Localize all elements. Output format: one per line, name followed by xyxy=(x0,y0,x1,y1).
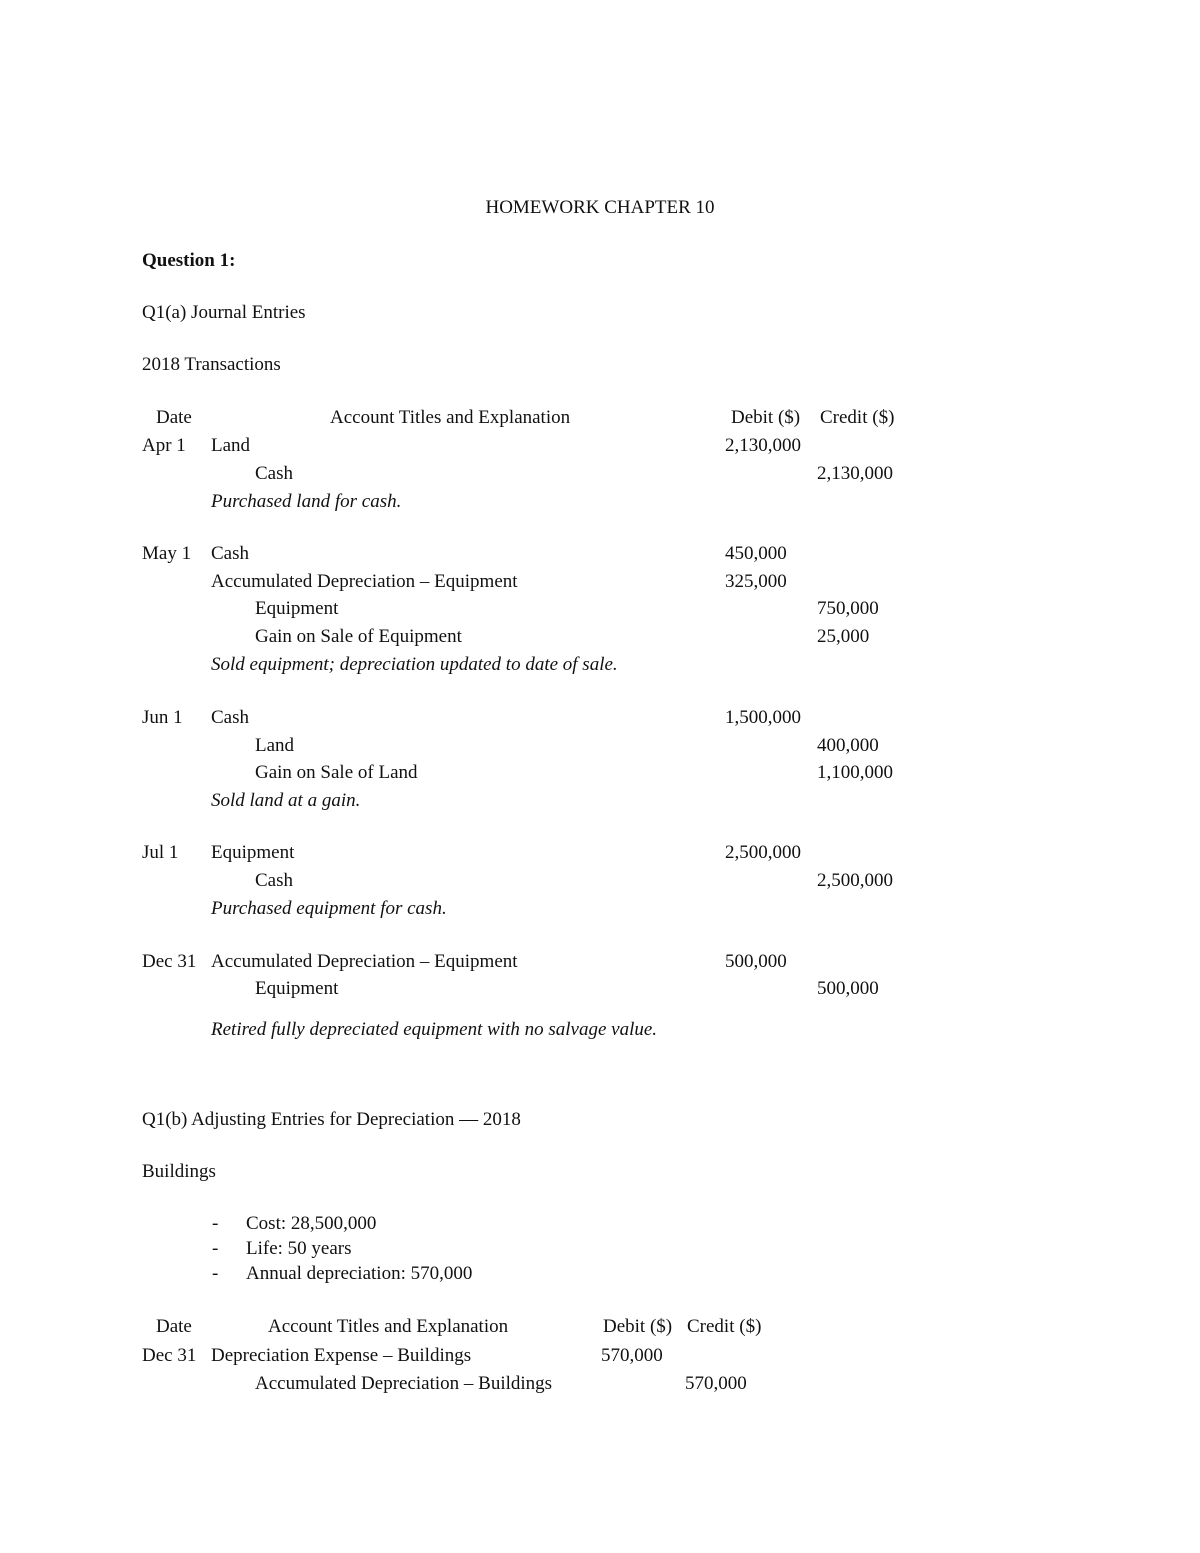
col-header-date: Date xyxy=(156,1316,192,1337)
col-header-debit: Debit ($) xyxy=(603,1316,673,1337)
entry-account: Land xyxy=(255,735,295,756)
entry-explanation: Sold land at a gain. xyxy=(211,790,361,811)
entry-credit: 25,000 xyxy=(817,626,870,647)
entry-explanation: Purchased land for cash. xyxy=(211,491,402,512)
entry-credit: 400,000 xyxy=(817,735,879,756)
entry-credit: 500,000 xyxy=(817,978,879,999)
bullet-marker: - xyxy=(212,1238,219,1259)
col-header-debit: Debit ($) xyxy=(731,407,801,428)
bullet-marker: - xyxy=(212,1263,219,1284)
entry-debit: 570,000 xyxy=(601,1345,663,1366)
entry-debit: 2,130,000 xyxy=(725,435,801,456)
col-header-account: Account Titles and Explanation xyxy=(330,407,571,428)
entry-account: Accumulated Depreciation – Equipment xyxy=(211,951,518,972)
entry-account: Gain on Sale of Equipment xyxy=(255,626,462,647)
entry-account: Equipment xyxy=(255,978,339,999)
entry-explanation: Sold equipment; depreciation updated to date of sale. xyxy=(211,654,618,675)
col-header-date: Date xyxy=(156,407,192,428)
entry-date: Dec 31 xyxy=(142,1345,197,1366)
entry-account: Gain on Sale of Land xyxy=(255,762,418,783)
bullet-marker: - xyxy=(212,1213,219,1234)
entry-explanation: Retired fully depreciated equipment with no salvage value. xyxy=(211,1019,658,1040)
question-heading: Question 1: xyxy=(142,250,236,271)
entry-account: Equipment xyxy=(255,598,339,619)
entry-account: Equipment xyxy=(211,842,295,863)
list-item: Life: 50 years xyxy=(246,1238,352,1259)
entry-date: Jun 1 xyxy=(142,707,183,728)
entry-debit: 2,500,000 xyxy=(725,842,801,863)
col-header-credit: Credit ($) xyxy=(687,1316,762,1337)
entry-credit: 1,100,000 xyxy=(817,762,893,783)
entry-account: Accumulated Depreciation – Equipment xyxy=(211,571,518,592)
entry-debit: 325,000 xyxy=(725,571,787,592)
entry-explanation: Purchased equipment for cash. xyxy=(211,898,447,919)
page-title: HOMEWORK CHAPTER 10 xyxy=(485,197,715,218)
part-b-heading: Q1(b) Adjusting Entries for Depreciation — 2018 xyxy=(142,1109,521,1130)
entry-account: Depreciation Expense – Buildings xyxy=(211,1345,472,1366)
entry-credit: 750,000 xyxy=(817,598,879,619)
part-a-subheading: 2018 Transactions xyxy=(142,354,281,375)
col-header-credit: Credit ($) xyxy=(820,407,895,428)
entry-date: Dec 31 xyxy=(142,951,197,972)
entry-date: Jul 1 xyxy=(142,842,179,863)
entry-date: Apr 1 xyxy=(142,435,186,456)
list-item: Cost: 28,500,000 xyxy=(246,1213,377,1234)
entry-credit: 2,130,000 xyxy=(817,463,893,484)
entry-debit: 500,000 xyxy=(725,951,787,972)
entry-account: Land xyxy=(211,435,251,456)
part-b-subheading: Buildings xyxy=(142,1161,216,1182)
entry-account: Accumulated Depreciation – Buildings xyxy=(255,1373,553,1394)
entry-debit: 1,500,000 xyxy=(725,707,801,728)
entry-date: May 1 xyxy=(142,543,192,564)
entry-account: Cash xyxy=(211,543,249,564)
entry-account: Cash xyxy=(255,870,293,891)
entry-credit: 2,500,000 xyxy=(817,870,893,891)
entry-account: Cash xyxy=(211,707,249,728)
list-item: Annual depreciation: 570,000 xyxy=(246,1263,473,1284)
entry-debit: 450,000 xyxy=(725,543,787,564)
entry-credit: 570,000 xyxy=(685,1373,747,1394)
part-a-heading: Q1(a) Journal Entries xyxy=(142,302,306,323)
entry-account: Cash xyxy=(255,463,293,484)
col-header-account: Account Titles and Explanation xyxy=(268,1316,509,1337)
